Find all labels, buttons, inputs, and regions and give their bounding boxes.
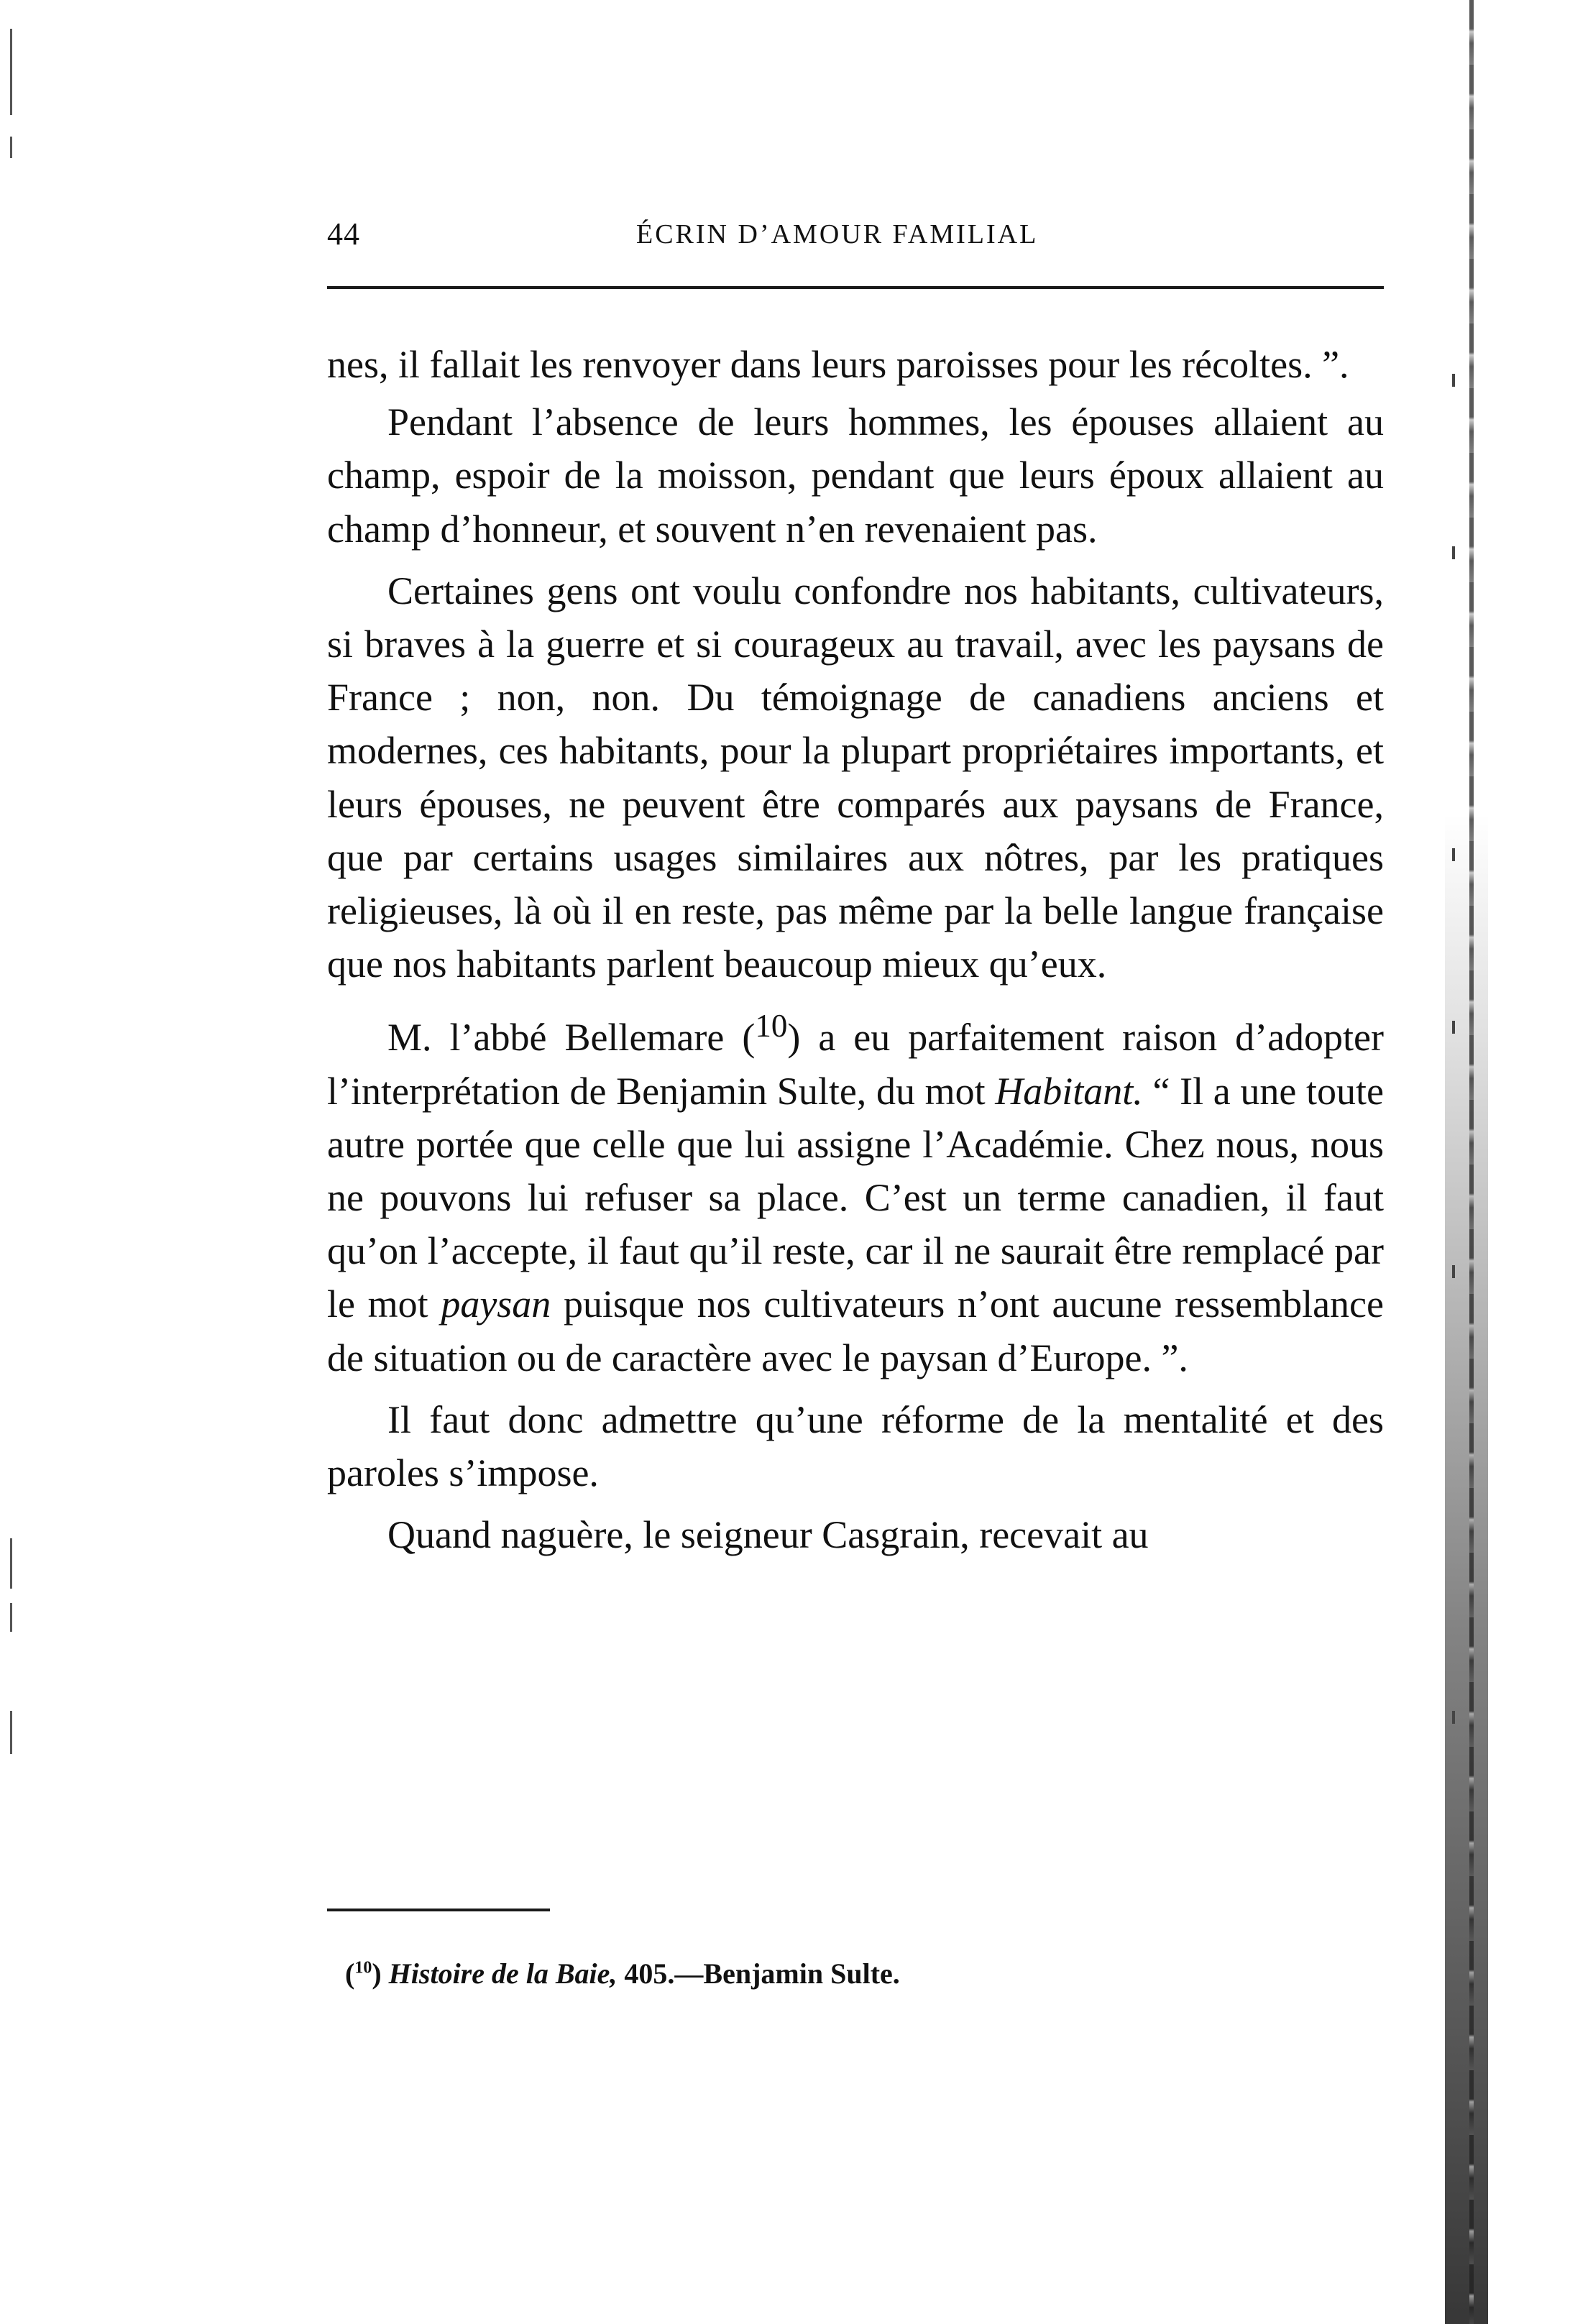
body-text	[327, 338, 1384, 1570]
footnote-source-title: Histoire de la Baie,	[388, 1957, 618, 1990]
margin-mark	[10, 1538, 12, 1589]
paragraph-2: Pendant l’absence de leurs hommes, les épouses allaient au champ, espoir de la moisson, pendant que leurs époux allaient au champ d’honneur, et souvent n’en revenaient pas.	[327, 400, 1384, 551]
edge-mark	[1452, 1711, 1455, 1724]
paragraph-4	[327, 999, 1384, 1384]
paragraph-4-text-a: M. l’abbé Bellemare (	[387, 1016, 756, 1060]
footnote	[345, 1957, 900, 1990]
paragraph-4-text-d: puisque nos cultivateurs n’ont aucune ressemblance de situation ou de caractère avec le paysan d’Europe. ”.	[327, 1282, 1384, 1379]
edge-mark	[1452, 374, 1455, 387]
footnote-source-detail: 405.—Benjamin Sulte.	[617, 1957, 900, 1990]
margin-mark	[10, 29, 12, 115]
page-edge-line	[1469, 0, 1474, 2324]
page-number: 44	[327, 216, 360, 252]
edge-mark	[1452, 848, 1455, 861]
edge-mark	[1452, 546, 1455, 559]
footnote-reference: 10	[755, 1008, 788, 1044]
margin-mark	[10, 1603, 12, 1632]
edge-mark	[1452, 1265, 1455, 1278]
margin-mark	[10, 137, 12, 158]
paragraph-4-text-c: “ Il a une toute autre portée que celle que lui assigne l’Académie. Chez nous, nous ne pouvons lui refuser sa place. C’est un terme canadien, il faut qu’on l’accepte, il faut qu’il reste, car il ne saurait être remplacé par le mot	[327, 1069, 1384, 1326]
running-header	[327, 216, 1384, 259]
footnote-marker-open: (	[345, 1957, 355, 1990]
italic-paysan: paysan	[441, 1282, 551, 1326]
footnote-rule	[327, 1909, 550, 1911]
header-rule	[327, 286, 1384, 289]
paragraph-6: Quand naguère, le seigneur Casgrain, recevait au	[387, 1513, 1149, 1557]
paragraph-3: Certaines gens ont voulu confondre nos habitants, cultivateurs, si braves à la guerre et si courageux au travail, avec les paysans de France ; non, non. Du témoignage de canadiens anciens et modernes, ces habitants, pour la plupart propriétaires importants, et leurs épouses, ne peuvent être comparés aux paysans de France, que par certains usages similaires aux nôtres, par les pratiques religieuses, là où il en reste, pas même par la belle langue française que nos habitants parlent beaucoup mieux qu’eux.	[327, 569, 1384, 986]
footnote-marker-number: 10	[354, 1958, 372, 1978]
italic-habitant: Habitant.	[995, 1069, 1143, 1113]
edge-mark	[1452, 1021, 1455, 1034]
page-edge-shadow	[1445, 0, 1488, 2324]
paragraph-5: Il faut donc admettre qu’une réforme de la mentalité et des paroles s’impose.	[327, 1397, 1384, 1495]
footnote-marker-close: )	[372, 1957, 382, 1990]
paragraph-1: nes, il fallait les renvoyer dans leurs paroisses pour les récoltes. ”.	[327, 343, 1349, 386]
paragraph-4-text-b: ) a eu parfaitement raison d’adopter l’interprétation de Benjamin Sulte, du mot	[327, 1016, 1384, 1113]
running-title: ÉCRIN D’AMOUR FAMILIAL	[636, 219, 1039, 249]
margin-mark	[10, 1711, 12, 1754]
left-margin-marks	[10, 29, 17, 2185]
